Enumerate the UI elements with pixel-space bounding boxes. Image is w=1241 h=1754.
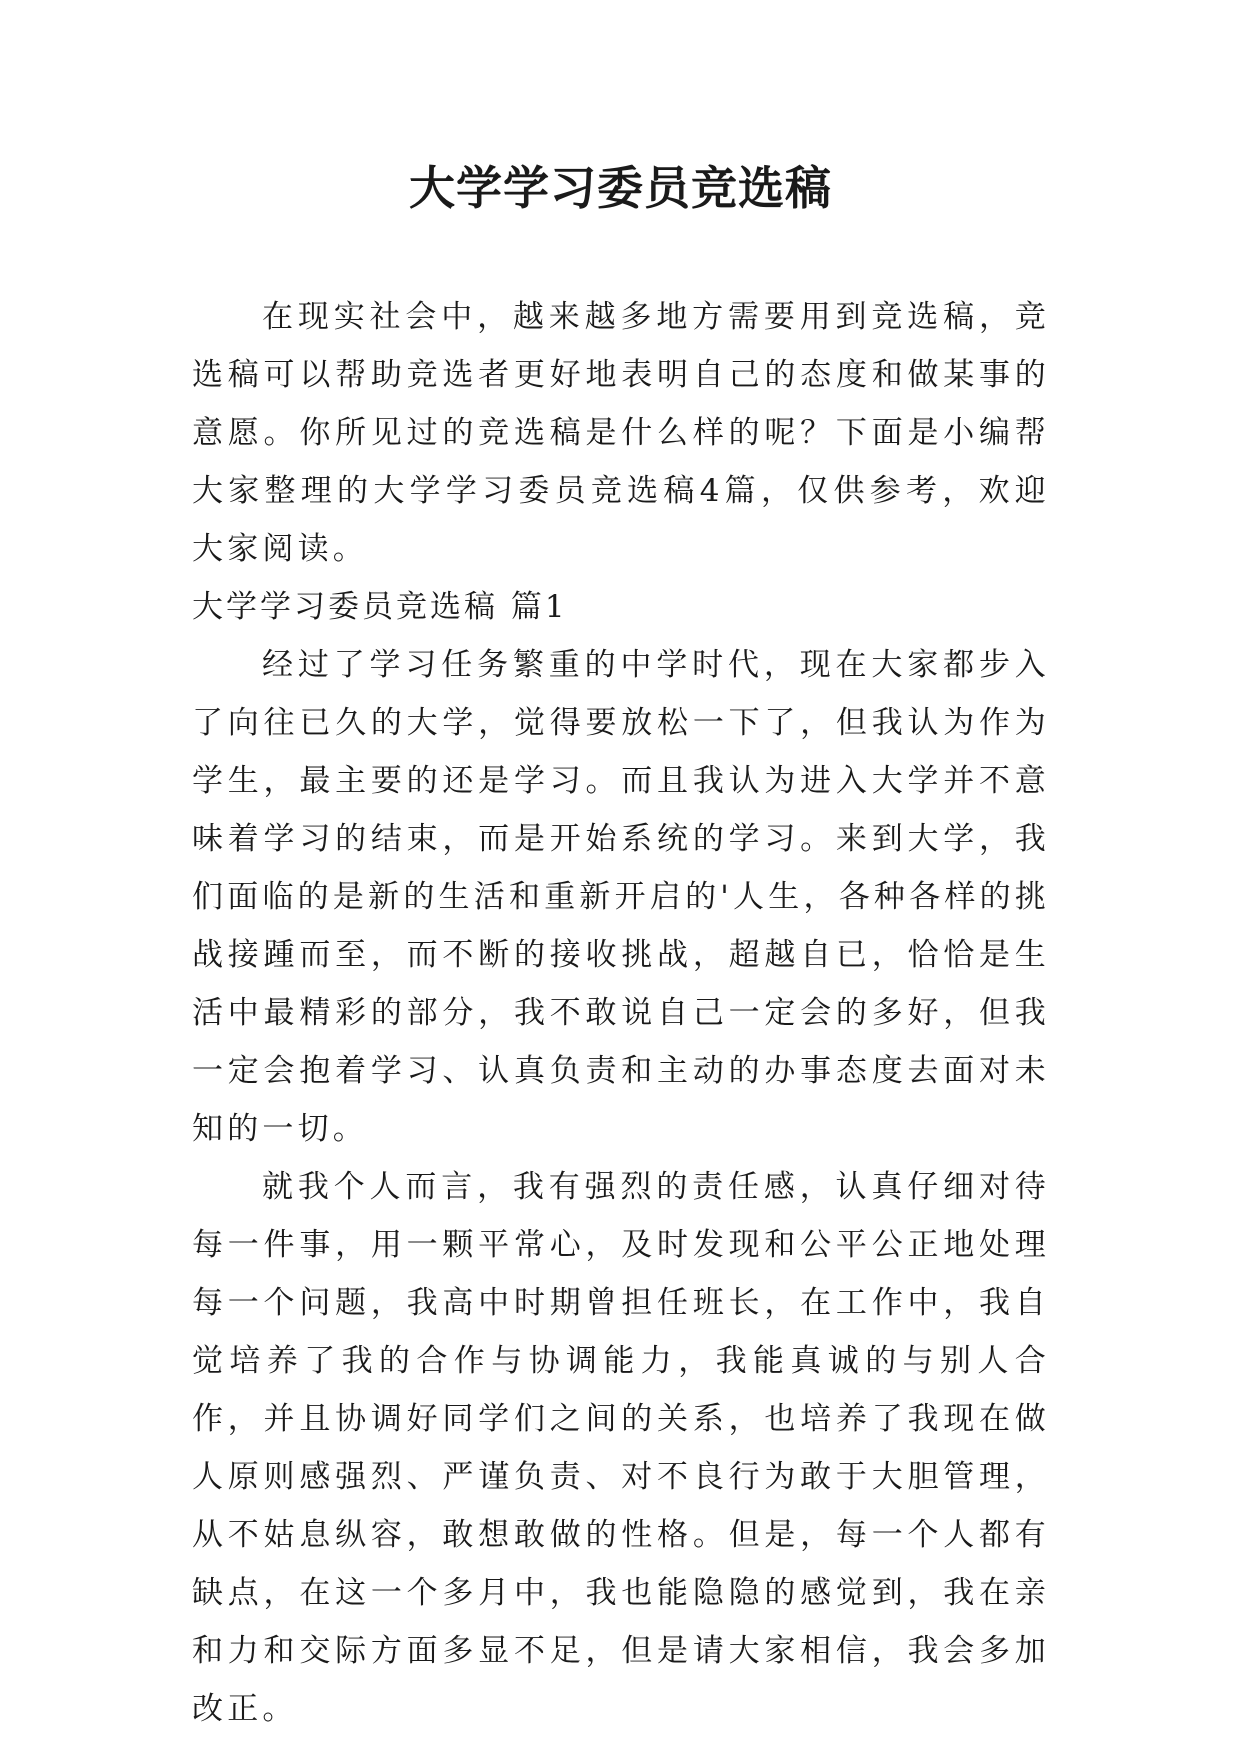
section-heading: 大学学习委员竞选稿 篇1 (192, 589, 568, 625)
document-body (192, 288, 1050, 1738)
body-paragraph-1: 经过了学习任务繁重的中学时代，现在大家都步入了向往已久的大学，觉得要放松一下了，但我认为作为学生，最主要的还是学习。而且我认为进入大学并不意味着学习的结束，而是开始系统的学习。来到大学，我们面临的是新的生活和重新开启的'人生，各种各样的挑战接踵而至，而不断的接收挑战，超越自已，恰恰是生活中最精彩的部分，我不敢说自己一定会的多好，但我一定会抱着学习、认真负责和主动的办事态度去面对未知的一切。 (192, 647, 1050, 1147)
body-paragraph-2: 就我个人而言，我有强烈的责任感，认真仔细对待每一件事，用一颗平常心，及时发现和公平公正地处理每一个问题，我高中时期曾担任班长，在工作中，我自觉培养了我的合作与协调能力，我能真诚的与别人合作，并且协调好同学们之间的关系，也培养了我现在做人原则感强烈、严谨负责、对不良行为敢于大胆管理，从不姑息纵容，敢想敢做的性格。但是，每一个人都有缺点，在这一个多月中，我也能隐隐的感觉到，我在亲和力和交际方面多显不足，但是请大家相信，我会多加改正。 (192, 1169, 1050, 1727)
document-title: 大学学习委员竞选稿 (409, 161, 832, 215)
intro-paragraph: 在现实社会中，越来越多地方需要用到竞选稿，竞选稿可以帮助竞选者更好地表明自己的态度和做某事的意愿。你所见过的竞选稿是什么样的呢？下面是小编帮大家整理的大学学习委员竞选稿4篇，仅供参考，欢迎大家阅读。 (192, 299, 1050, 567)
